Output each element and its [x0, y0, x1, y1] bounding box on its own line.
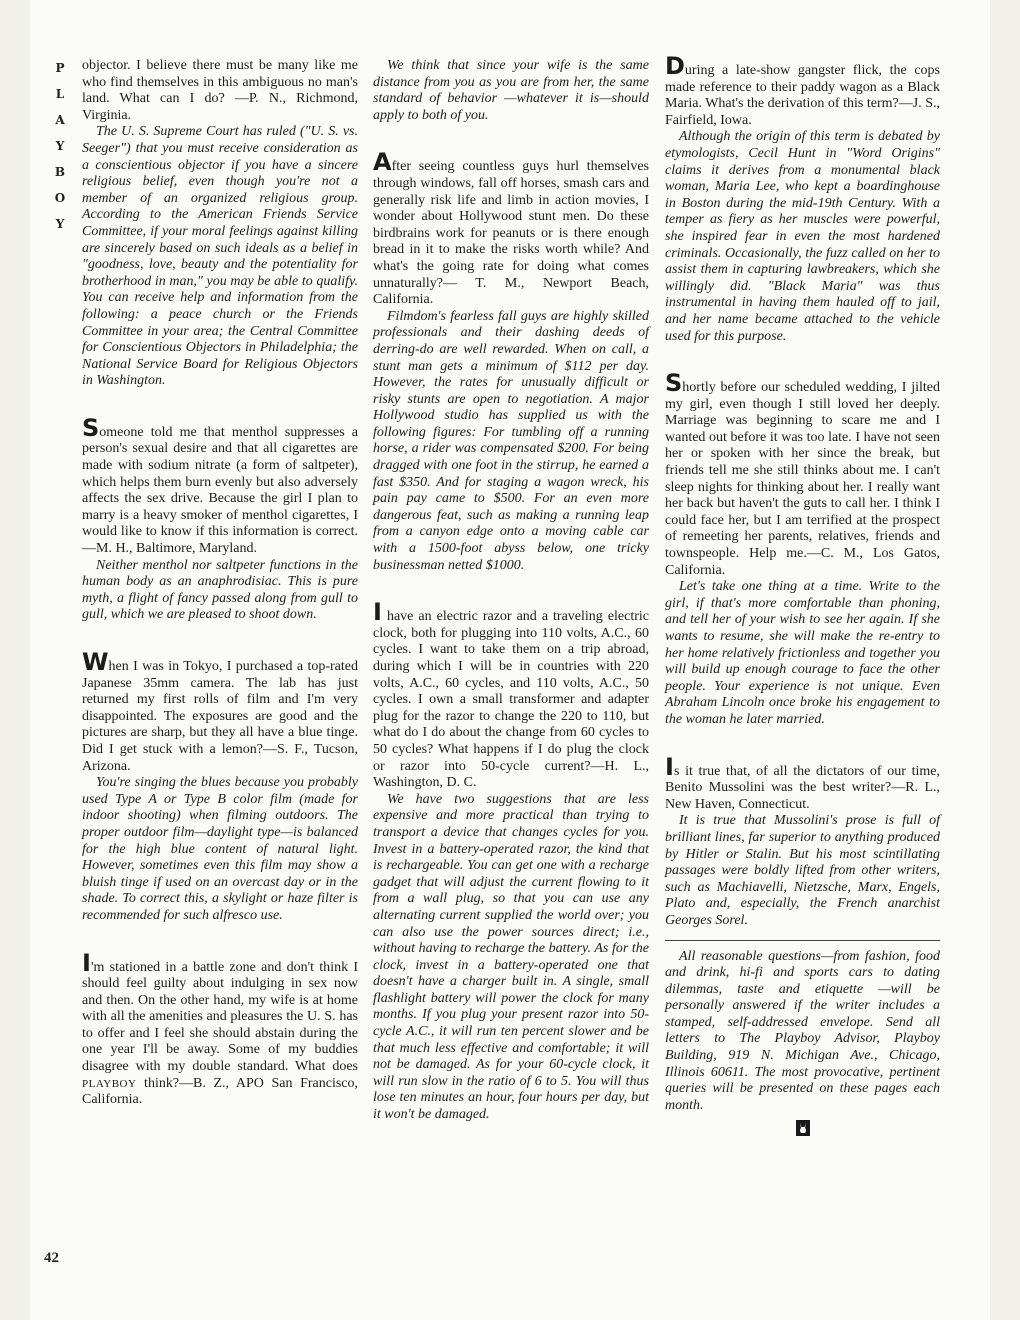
column-1: [82, 58, 358, 1109]
question-text: Shortly before our scheduled wedding, I jilted my girl, even though I still loved her deeply. Marriage was beginning to scare me and I wanted out before it was too late. I have not seen her or spoken with her since the break, but friends tell me she still thinks about me. I can't sleep nights for thinking about her. I really want her back but haven't the guts to call her. I think I could face her, but I am terrified at the prospect of remeeting her parents, relatives, friends and townspeople. Help me.—C. M., Los Gatos, California.: [665, 369, 940, 578]
spine-letter: P: [55, 61, 65, 75]
answer-text: Neither menthol nor saltpeter functions in the human body as an anaphrodisiac. This is pure myth, a flight of fancy passed along from gull to gull, which we are pleased to shoot down.: [82, 557, 358, 623]
spine-letter: B: [54, 165, 66, 179]
spine-letter: L: [55, 87, 65, 101]
spine-letter: O: [54, 191, 66, 205]
spine-letter: A: [55, 113, 65, 127]
drop-cap: S: [665, 369, 683, 398]
rabbit-head-icon: [796, 1120, 810, 1136]
drop-cap: I: [82, 948, 91, 977]
question-text: Is it true that, of all the dictators of our time, Benito Mussolini was the best writer?—R. L., New Haven, Connecticut.: [665, 752, 940, 812]
question-text: I have an electric razor and a traveling electric clock, both for plugging into 110 volts, A.C., 60 cycles. I want to take them on a trip abroad, during which I will be in countries with 220 volts, A.C., 60 cycles, and 110 volts, A.C., 50 cycles. I own a small transformer and adapter plug for the razor to change the 220 to 110, but what do I do about the change from 60 cycles to 50 cycles? What happens if I do plug the clock or razor into 50-cycle current?—H. L., Washington, D. C.: [373, 598, 649, 791]
question-text: Someone told me that menthol suppresses a person's sexual desire and that all cigarettes are made with sodium nitrate (a form of saltpeter), which helps them burn evenly but also adversely affects the sex drive. Because the girl I plan to marry is a heavy smoker of menthol cigarettes, I would like to know if this information is correct.—M. H., Baltimore, Maryland.: [82, 413, 358, 557]
drop-cap: S: [82, 413, 100, 442]
spine-letter: Y: [55, 217, 65, 231]
question-text: I'm stationed in a battle zone and don't think I should feel guilty about indulging in sex now and then. On the other hand, my wife is at home with all the amenities and pleasures the U. S. has to offer and I feel she should abstain during the one year I'll be away. Some of my buddies disagree with my double standard. What does PLAYBOY think?—B. Z., APO San Francisco, California.: [82, 948, 358, 1108]
question-text: During a late-show gangster flick, the cops made reference to their paddy wagon as a Black Maria. What's the derivation of this term?—J. S., Fairfield, Iowa.: [665, 52, 940, 128]
divider: [665, 940, 940, 941]
drop-cap: A: [373, 148, 392, 177]
question-text: When I was in Tokyo, I purchased a top-rated Japanese 35mm camera. The lab has just returned my first rolls of film and I'm very disappointed. The exposures are good and the pictures are sharp, but they all have a blue tinge. Did I get stuck with a lemon?—S. F., Tucson, Arizona.: [82, 648, 358, 774]
drop-cap: I: [665, 752, 674, 781]
question-text: objector. I believe there must be many like me who find themselves in this ambiguous no man's land. What can I do? —P. N., Richmond, Virginia.: [82, 58, 358, 123]
spine-letter: Y: [55, 139, 65, 153]
advisor-note: All reasonable questions—from fashion, food and drink, hi-fi and sports cars to dating dilemmas, taste and etiquette —will be personally answered if the writer includes a stamped, self-addressed envelope. Send all letters to The Playboy Advisor, Playboy Building, 919 N. Michigan Ave., Chicago, Illinois 60611. The most provocative, pertinent queries will be presented on these pages each month.: [665, 948, 940, 1113]
answer-text: You're singing the blues because you probably used Type A or Type B color film (made for indoor shooting) when filming outdoors. The proper outdoor film—daylight type—is balanced for the high blue content of natural light. However, sometimes even this film may show a bluish tinge if used on an overcast day or in the shade. To correct this, a skylight or haze filter is recommended for such alfresco use.: [82, 775, 358, 923]
playboy-spine-logo: [53, 55, 67, 237]
playboy-small-caps: PLAYBOY: [82, 1077, 137, 1090]
drop-cap: W: [82, 648, 109, 676]
drop-cap: D: [665, 52, 685, 80]
question-text: After seeing countless guys hurl themselves through windows, fall off horses, smash cars and generally risk life and limb in action movies, I wonder about Hollywood stunt men. Do these birdbrains work for peanuts or is there enough bread in it to make the risks worth while? And what's the going rate for doing what comes unnaturally?— T. M., Newport Beach, California.: [373, 148, 649, 308]
answer-text: We have two suggestions that are less expensive and more practical than trying to transport a device that changes cycles for you. Invest in a battery-operated razor, the kind that is rechargeable. You can get one with a recharge gadget that will adjust the current flowing to it from a wall plug, so that you can use any alternating current supplied the world over; you can also use the power sources direct; i.e., without having to recharge the battery. As for the clock, invest in a battery-operated one that doesn't have a charger built in. A single, small flashlight battery will power the clock for many months. If you plug your present razor into 50-cycle A.C., it will run ten percent slower and be that much less effective and comfortable; it will not be damaged. As for your 60-cycle clock, it will run slow in the ratio of 6 to 5. You will thus lose ten minutes an hour, four hours per day, but it won't be damaged.: [373, 791, 649, 1123]
answer-text: We think that since your wife is the same distance from you as you are from her, the same standard of behavior —whatever it is—should apply to both of you.: [373, 58, 649, 123]
column-2: [373, 58, 649, 1124]
drop-cap: I: [373, 598, 382, 627]
answer-text: Filmdom's fearless fall guys are highly skilled professionals and their dashing deeds of derring-do are well rewarded. When on call, a stunt man gets a minimum of $112 per day. However, the rates for unusually difficult or risky stunts are open to negotiation. A major Hollywood studio has supplied us with the following figures: For tumbling off a running horse, a rider was compensated $200. For being dragged with one foot in the stirrup, he earned a fast $350. And for staging a wagon wreck, his pain pay came to $500. For an even more dangerous feat, such as making a running leap from a canyon edge onto a moving cable car with a 1500-foot abyss below, one tricky businessman netted $1000.: [373, 308, 649, 573]
answer-text: The U. S. Supreme Court has ruled ("U. S. vs. Seeger") that you must receive consideration as a conscientious objector if you have a sincere religious belief, even though you're not a member of an organized religious group. According to the American Friends Service Committee, if your moral feelings against killing are sincerely based on such ideals as a belief in "goodness, love, beauty and the potentiality for brotherhood in man," you may be able to qualify. You can receive help and information from the following: a peace church or the Friends Committee in your area; the Central Committee for Conscientious Objectors in Philadelphia; the National Service Board for Religious Objectors in Washington.: [82, 124, 358, 389]
answer-text: Although the origin of this term is debated by etymologists, Cecil Hunt in "Word Origins" claims it derives from a monumental black woman, Maria Lee, who kept a boardinghouse in Boston during the mid-19th Century. With a temper as fiery as her muscles were powerful, she inspired fear in even the most hardened criminals. Occasionally, the fuzz called on her to assist them in capturing lawbreakers, which she willingly did. "Black Maria" was thus instrumental in having them hauled off to jail, and her name became attached to the vehicle used for this purpose.: [665, 129, 940, 344]
answer-text: Let's take one thing at a time. Write to the girl, if that's more comfortable than phoning, and tell her of your wish to see her again. If she wants to resume, she will make the re-entry to her home relatively frictionless and together you will build up enough courage to face the other people. Your experience is not unique. Even Abraham Lincoln once broke his engagement to the woman he later married.: [665, 579, 940, 727]
column-3: [665, 52, 940, 1136]
answer-text: It is true that Mussolini's prose is full of brilliant lines, far superior to anything produced by Hitler or Stalin. But his most scintillating passages were boldly lifted from other writers, such as Machiavelli, Nietzsche, Marx, Engels, Plato and, especially, the French anarchist Georges Sorel.: [665, 813, 940, 928]
page-number: 42: [44, 1250, 59, 1266]
